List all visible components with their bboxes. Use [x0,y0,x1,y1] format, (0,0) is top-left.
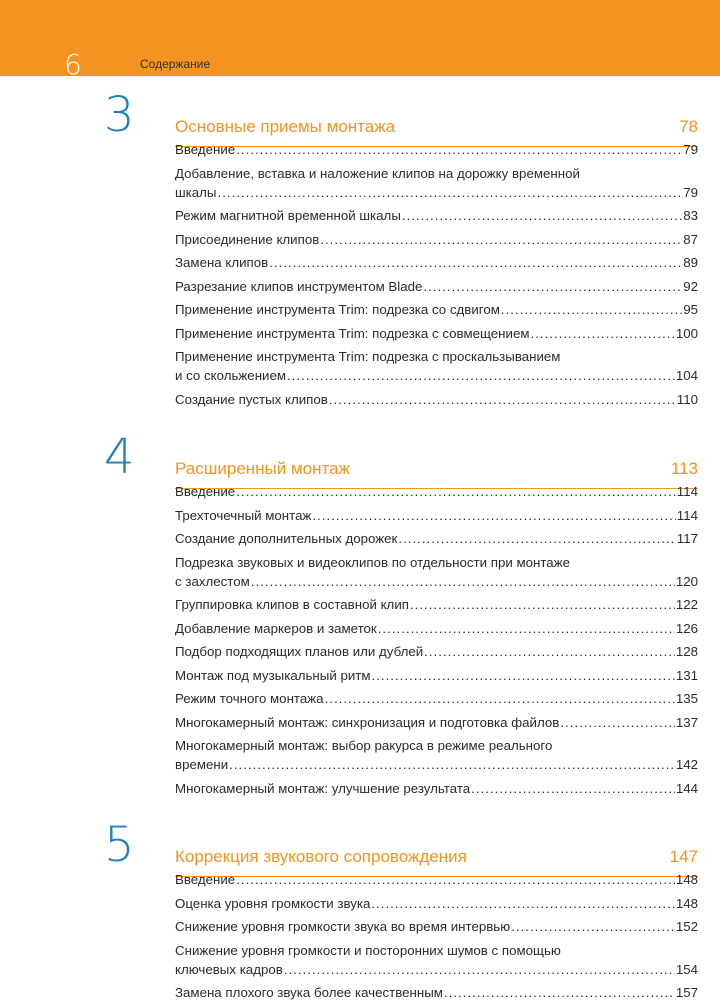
toc-entry-line [175,529,698,548]
toc-entry-title: Режим магнитной временной шкалы [175,208,401,223]
toc-entry[interactable] [175,164,698,202]
toc-entry[interactable] [175,529,698,548]
dot-leader [312,506,675,525]
toc-entry-title: Присоединение клипов [175,231,320,247]
toc-entry-page: 154 [675,961,698,977]
toc-entry-line [175,324,698,343]
toc-entry-line [175,366,698,385]
dot-leader [251,572,675,591]
toc-entry-page: 79 [683,142,698,157]
toc-entry-line [175,960,698,979]
toc-entry[interactable] [175,206,698,225]
running-title: Содержание [140,57,211,71]
toc-entry-title: Многокамерный монтаж: улучшение результата [175,780,471,796]
toc-entry-line [175,300,698,319]
toc-entry-line [175,140,698,159]
toc-entry-title: Группировка клипов в составной клип [175,597,409,612]
header-band [0,0,720,76]
toc-entry-page: 131 [675,667,698,683]
toc-entry-page: 92 [683,278,698,294]
toc-entry-line [175,894,698,913]
toc-entry-title: Добавление маркеров и заметок [175,620,377,636]
toc-entry-page: 144 [675,780,698,796]
toc-entry-title: времени [175,757,229,772]
toc-entry-title: Введение [175,872,236,887]
dot-leader [287,366,675,385]
toc-entry-title: с захлестом [175,573,250,589]
page-number: 6 [64,48,82,81]
toc-entry-page: 148 [675,895,698,911]
toc-entries [175,140,698,413]
toc-entry-page: 142 [675,757,698,772]
toc-entry[interactable] [175,277,698,296]
toc-entry-title-line: Многокамерный монтаж: выбор ракурса в режиме реального [175,738,553,753]
toc-entry-page: 104 [675,368,698,383]
toc-entry-line [175,230,698,249]
toc-entry-line [175,642,698,661]
toc-entry-title: Оценка уровня громкости звука [175,895,371,911]
dot-leader [560,713,674,732]
toc-entry-title-line: Снижение уровня громкости и посторонних шумов с помощью [175,942,561,958]
toc-entry-title: Применение инструмента Trim: подрезка со сдвигом [175,302,500,317]
toc-entry-line [175,482,698,501]
toc-entry[interactable] [175,642,698,661]
toc-entry[interactable] [175,324,698,343]
dot-leader [320,230,682,249]
toc-entry-line [175,506,698,525]
toc-entry-title: Подбор подходящих планов или дублей [175,644,424,659]
toc-entry-page: 95 [683,302,698,317]
toc-entry[interactable] [175,390,698,409]
toc-entry-line [175,713,698,732]
chapter-number: 4 [104,429,135,485]
dot-leader [444,983,675,1002]
toc-entry[interactable] [175,482,698,501]
toc-entry-page: 114 [676,507,698,523]
toc-entry[interactable] [175,347,698,385]
toc-entry-line [175,253,698,272]
toc-entry-page: 120 [675,573,698,589]
dot-leader [398,529,675,548]
toc-entry-page: 114 [676,484,698,499]
toc-entry-title: Создание дополнительных дорожек [175,531,398,546]
dot-leader [501,300,682,319]
toc-entry[interactable] [175,619,698,638]
toc-entry[interactable] [175,230,698,249]
toc-entry[interactable] [175,595,698,614]
dot-leader [218,183,683,202]
dot-leader [236,140,682,159]
dot-leader [378,619,675,638]
toc-entry[interactable] [175,666,698,685]
toc-entry-line [175,689,698,708]
dot-leader [471,779,675,798]
toc-entry-title-line: Подрезка звуковых и видеоклипов по отдельности при монтаже [175,554,570,570]
toc-entry[interactable] [175,736,698,774]
dot-leader [229,755,675,774]
toc-entry-page: 122 [675,597,698,612]
dot-leader [371,894,674,913]
toc-entry-title: шкалы [175,184,217,200]
toc-entry-line [175,779,698,798]
toc-entry[interactable] [175,779,698,798]
toc-entry-title: Замена плохого звука более качественным [175,985,443,1000]
toc-entry-line [175,755,698,774]
toc-entry-line [175,870,698,889]
toc-entry[interactable] [175,506,698,525]
dot-leader [423,277,682,296]
dot-leader [269,253,682,272]
toc-entry-title: ключевых кадров [175,961,283,977]
toc-entry[interactable] [175,553,698,591]
chapter-page: 147 [669,847,698,866]
toc-entry-title-line: Добавление, вставка и наложение клипов на дорожку временной [175,165,580,181]
toc-entry[interactable] [175,983,698,1002]
chapter-page: 113 [670,459,698,478]
dot-leader [410,595,675,614]
chapter-title-row[interactable] [175,846,698,868]
chapter-number: 5 [104,817,135,873]
toc-entry-line [175,983,698,1002]
toc-entry-page: 126 [675,620,698,636]
toc-entry[interactable] [175,300,698,319]
toc-entry-title: Разрезание клипов инструментом Blade [175,278,423,294]
chapter-title: Основные приемы монтажа [175,117,396,136]
dot-leader [402,206,682,225]
toc-entry-title: Снижение уровня громкости звука во время интервью [175,919,511,934]
chapter-number: 3 [104,87,135,143]
dot-leader [236,870,675,889]
dot-leader [236,482,676,501]
toc-entry-title: Режим точного монтажа [175,691,324,706]
toc-entry-page: 100 [675,325,698,341]
chapter-title-row[interactable] [175,458,698,480]
toc-entry-title: Применение инструмента Trim: подрезка с совмещением [175,325,530,341]
toc-entry-title: Введение [175,484,236,499]
toc-entries [175,870,698,1007]
toc-entries [175,482,698,802]
toc-entry-title: Создание пустых клипов [175,391,328,407]
toc-entry-line [175,206,698,225]
toc-entry-line [175,572,698,591]
dot-leader [372,666,675,685]
toc-entry-page: 128 [675,644,698,659]
toc-entry-line [175,277,698,296]
chapter-title: Коррекция звукового сопровождения [175,847,467,866]
chapter-title-row[interactable] [175,116,698,138]
toc-entry-page: 148 [675,872,698,887]
toc-entry-title: Введение [175,142,236,157]
toc-entry-page: 79 [683,184,698,200]
toc-entry-page: 117 [676,531,698,546]
toc-entry-title: Монтаж под музыкальный ритм [175,667,371,683]
toc-entry-line [175,666,698,685]
toc-entry[interactable] [175,689,698,708]
dot-leader [284,960,675,979]
toc-entry-title: Трехточечный монтаж [175,507,312,523]
toc-entry[interactable] [175,941,698,979]
toc-entry-page: 137 [675,714,698,730]
toc-entry[interactable] [175,917,698,936]
toc-entry-page: 83 [683,208,698,223]
chapter-page: 78 [679,117,698,136]
toc-entry-page: 89 [683,255,698,270]
toc-entry-line [175,183,698,202]
toc-entry-line [175,619,698,638]
toc-entry-title: Многокамерный монтаж: синхронизация и подготовка файлов [175,714,560,730]
toc-entry-page: 157 [675,985,698,1000]
toc-entry-title-line: Применение инструмента Trim: подрезка с проскальзыванием [175,349,561,364]
chapter-title: Расширенный монтаж [175,459,350,478]
toc-entry-line [175,390,698,409]
toc-entry[interactable] [175,894,698,913]
dot-leader [424,642,675,661]
dot-leader [329,390,676,409]
toc-entry-page: 152 [675,919,698,934]
toc-entry-title: Замена клипов [175,255,269,270]
toc-entry[interactable] [175,253,698,272]
toc-entry-line [175,595,698,614]
dot-leader [531,324,675,343]
toc-entry-line [175,917,698,936]
toc-entry[interactable] [175,713,698,732]
dot-leader [325,689,675,708]
toc-entry-page: 110 [676,391,698,407]
toc-entry[interactable] [175,140,698,159]
toc-entry-page: 135 [675,691,698,706]
toc-entry-page: 87 [683,231,698,247]
toc-entry[interactable] [175,870,698,889]
dot-leader [511,917,675,936]
toc-entry-title: и со скольжением [175,368,287,383]
